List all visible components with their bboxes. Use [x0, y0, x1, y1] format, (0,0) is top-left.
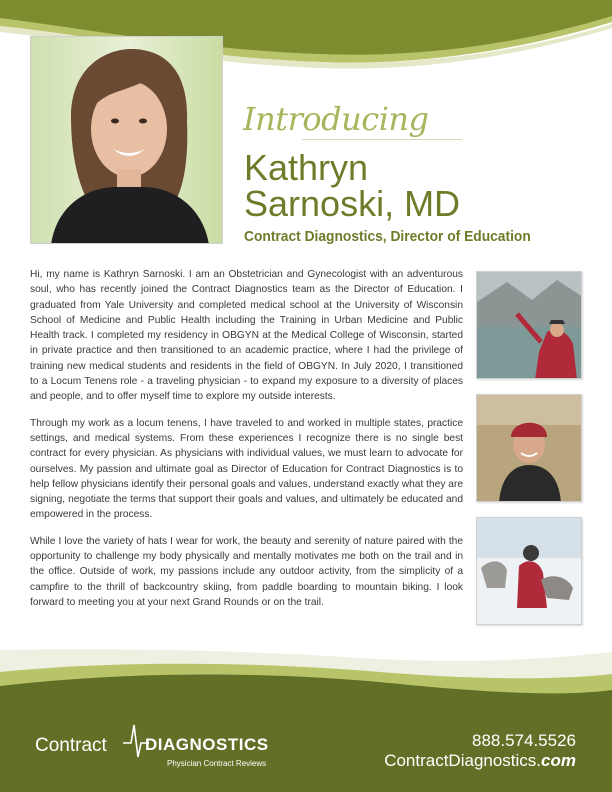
phone-number: 888.574.5526 [472, 731, 576, 750]
bio-paragraph: Through my work as a locum tenens, I have traveled to and worked in multiple states, practice settings, and medical systems. From these experiences I recognize there is no single best contract for every physician. As physicians with individual values, we must learn to advocate for ourselves. My passion and ultimate goal as Director of Education for Contract Diagnostics is to help fellow physicians identify their personal goals and values, understand exactly what they are signing, negotiate the terms that support their goals and values, and ultimately be educated and empowered in the process. [30, 417, 463, 521]
intro-underline [302, 139, 462, 140]
website-url[interactable] [384, 751, 576, 771]
name-line-2: Sarnoski, MD [244, 183, 461, 224]
bio-text [30, 267, 463, 621]
bike-helmet-photo [476, 394, 582, 502]
logo-contract-text: Contract [35, 735, 107, 756]
doctor-name [244, 147, 461, 224]
portrait-photo [30, 36, 223, 244]
bio-paragraph: Hi, my name is Kathryn Sarnoski. I am an Obstetrician and Gynecologist with an adventurous soul, who has recently joined the Contract Diagnostics team as the Director of Education. I graduated from Yale University and completed medical school at the University of Wisconsin School of Medicine and Public Health including the Training in Urban Medicine and Public Health track. I completed my residency in OBGYN at the Medical College of Wisconsin, started in private practice and then transitioned to an academic practice, where I had the privilege of training new medical students and residents in the field of OBGYN. In July 2020, I transitioned to a Locum Tenens role - a traveling physician - to expand my exposure to a diversity of places and people, and to offer myself time to explore my outside interests. [30, 269, 463, 403]
intro-heading: Introducing [243, 100, 429, 138]
snow-dogs-photo [476, 517, 582, 625]
website-main: ContractDiagnostics. [384, 751, 542, 770]
logo-diagnostics-text: DIAGNOSTICS [145, 735, 269, 754]
logo-tagline: Physician Contract Reviews [167, 759, 267, 768]
website-tld: com [541, 751, 576, 770]
name-line-1: Kathryn [244, 147, 369, 188]
lake-hiking-photo [476, 271, 582, 379]
doctor-role: Contract Diagnostics, Director of Education [244, 228, 531, 245]
bio-paragraph: While I love the variety of hats I wear for work, the beauty and serenity of nature paired with the opportunity to challenge my body physically and mentally motivates me both on the trail and in the office. Outside of work, my passions include any outdoor activity, from the simplicity of a campfire to the thrill of backcountry skiing, from paddle boarding to mountain biking. I look forward to meeting you at your next Grand Rounds or on the trail. [30, 535, 463, 608]
